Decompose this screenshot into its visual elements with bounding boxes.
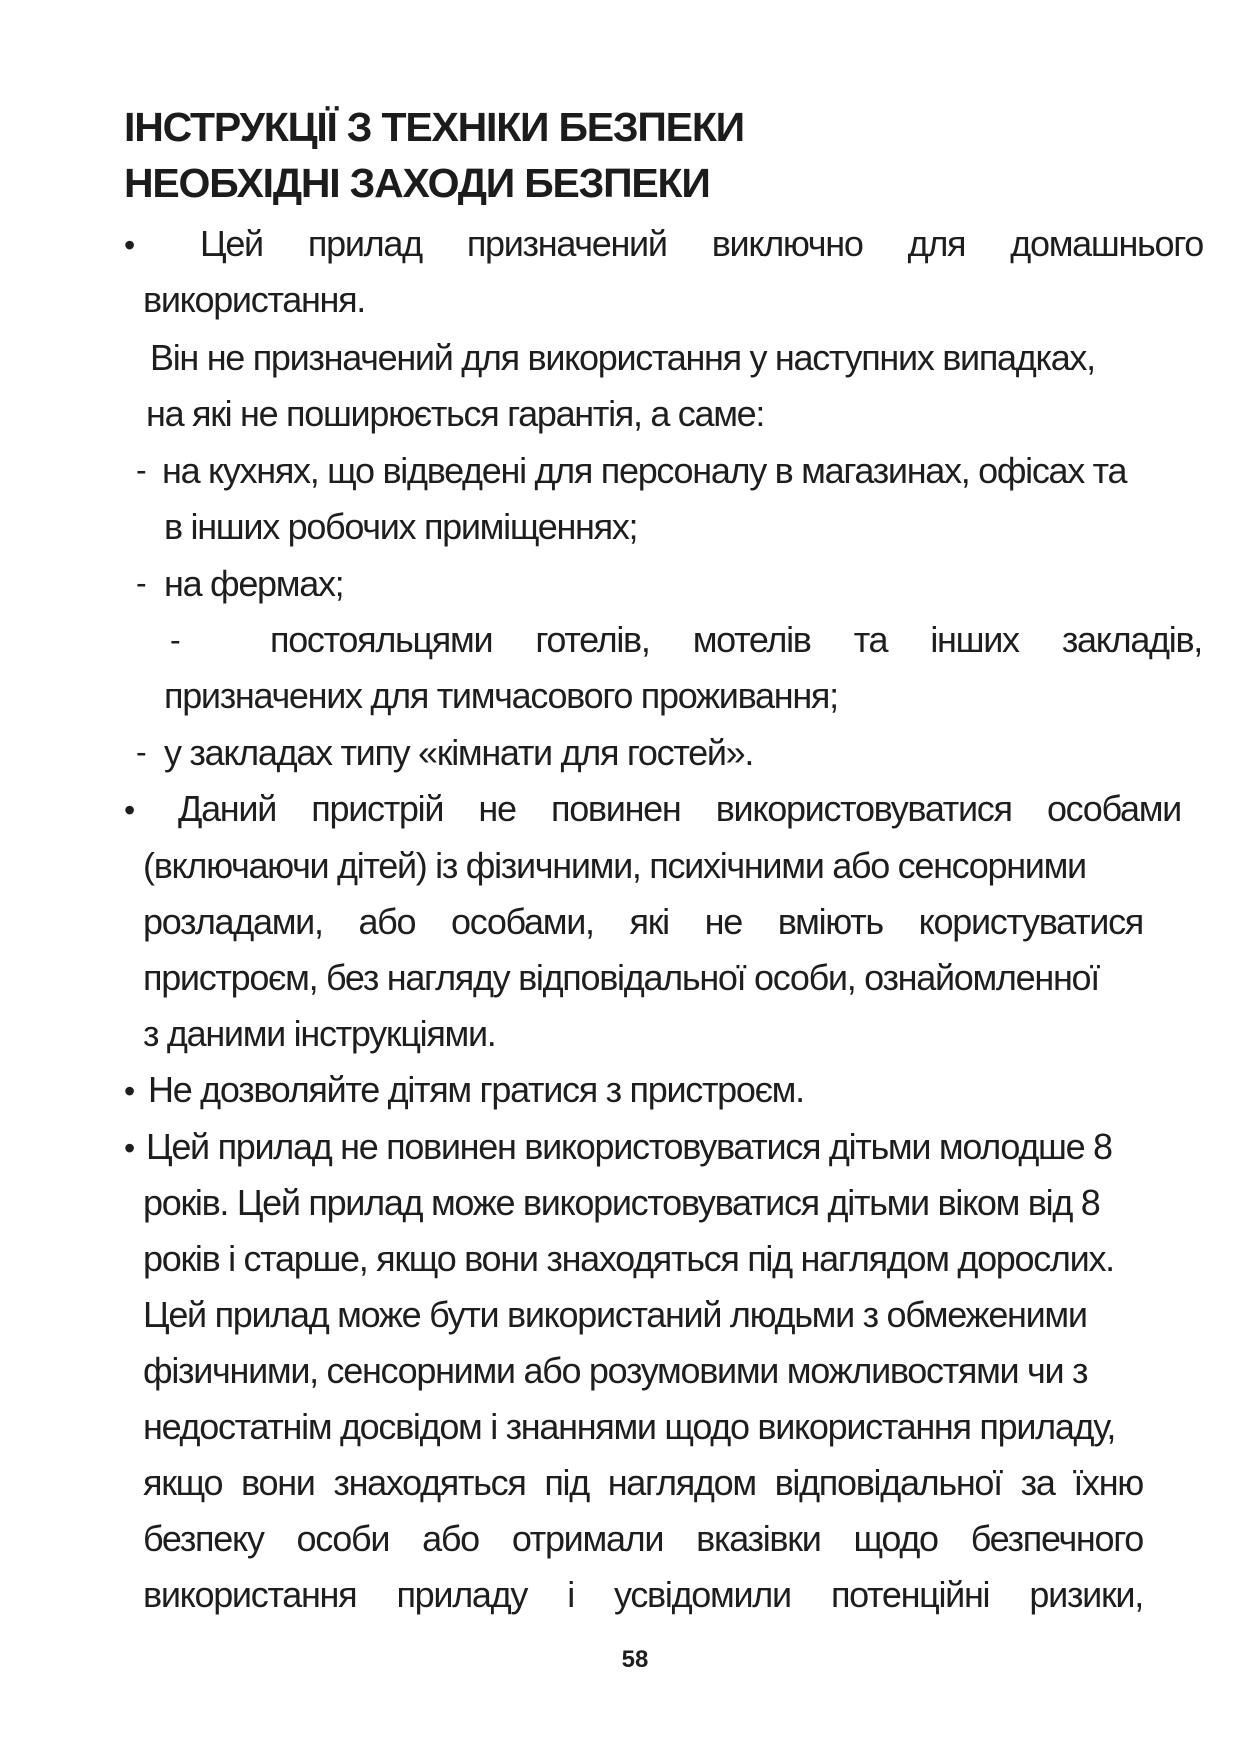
- section-subtitle: НЕОБХІДНІ ЗАХОДИ БЕЗПЕКИ: [124, 160, 710, 206]
- paragraph-1-line-1: [200, 222, 1203, 266]
- word: потенційні: [830, 1574, 990, 1615]
- section-title: ІНСТРУКЦІЇ З ТЕХНІКИ БЕЗПЕКИ: [124, 104, 744, 150]
- paragraph-4-line-4: Цей прилад може бути використаний людьми з обмеженими: [143, 1294, 1087, 1335]
- word: за: [1020, 1462, 1055, 1503]
- word: для: [907, 223, 966, 264]
- word: розладами,: [143, 901, 323, 942]
- sublist-item-3-line-1: [270, 618, 1202, 662]
- word: щодо: [853, 1518, 938, 1559]
- paragraph-4-line-1: Цей прилад не повинен використовуватися дітьми молодше 8: [146, 1126, 1112, 1167]
- paragraph-2-line-4: пристроєм, без нагляду відповідальної особи, ознайомленної: [143, 957, 1099, 998]
- paragraph-4-line-7: [143, 1461, 1143, 1505]
- paragraph-2-line-1: [178, 787, 1181, 831]
- paragraph-4-line-2: років. Цей прилад може використовуватися дітьми віком від 8: [143, 1182, 1100, 1223]
- paragraph-2-line-2: (включаючи дітей) із фізичними, психічними або сенсорними: [143, 845, 1086, 886]
- word: і: [567, 1574, 574, 1615]
- word: не: [704, 901, 742, 942]
- word: повинен: [551, 788, 681, 829]
- word: прилад: [307, 223, 422, 264]
- word: знаходяться: [333, 1462, 526, 1503]
- word: усвідомили: [614, 1574, 791, 1615]
- sublist-item-1-line-1: на кухнях, що відведені для персоналу в магазинах, офісах та: [162, 450, 1127, 491]
- paragraph-2-line-5: з даними інструкціями.: [143, 1013, 496, 1054]
- dash-marker: -: [170, 622, 181, 658]
- word: під: [544, 1462, 589, 1503]
- word: та: [853, 619, 888, 660]
- word: виключно: [711, 223, 863, 264]
- word: ризики,: [1029, 1574, 1143, 1615]
- paragraph-4-line-6: недостатнім досвідом і знаннями щодо використання приладу,: [143, 1406, 1116, 1447]
- word: використовуватися: [715, 788, 1012, 829]
- word: вони: [241, 1462, 315, 1503]
- dash-marker: -: [136, 734, 147, 770]
- paragraph-1-line-3: Він не призначений для використання у наступних випадках,: [150, 337, 1095, 378]
- sublist-item-4: у закладах типу «кімнати для гостей».: [164, 732, 754, 773]
- word: не: [478, 788, 516, 829]
- word: вміють: [777, 901, 883, 942]
- paragraph-3-line-1: Не дозволяйте дітям гратися з пристроєм.: [148, 1069, 804, 1110]
- word: або: [422, 1518, 479, 1559]
- paragraph-4-line-5: фізичними, сенсорними або розумовими можливостями чи з: [143, 1350, 1088, 1391]
- paragraph-4-line-8: [143, 1517, 1143, 1561]
- word: готелів,: [535, 619, 650, 660]
- word: призначений: [466, 223, 667, 264]
- paragraph-4-line-9: [143, 1573, 1143, 1617]
- word: безпеку: [143, 1518, 264, 1559]
- word: особами: [1046, 788, 1181, 829]
- word: використання: [143, 1574, 357, 1615]
- paragraph-4-line-3: років і старше, якщо вони знаходяться під наглядом дорослих.: [143, 1238, 1114, 1279]
- word: інших: [930, 619, 1019, 660]
- word: якщо: [143, 1462, 223, 1503]
- word: які: [629, 901, 669, 942]
- dash-marker: -: [136, 452, 147, 488]
- word: або: [358, 901, 416, 942]
- sublist-item-3-line-2: призначених для тимчасового проживання;: [164, 675, 838, 716]
- sublist-item-1-line-2: в інших робочих приміщеннях;: [164, 506, 638, 547]
- word: безпечного: [970, 1518, 1143, 1559]
- page-number: 58: [621, 1646, 649, 1673]
- word: пристрій: [311, 788, 444, 829]
- bullet-marker: •: [124, 792, 136, 828]
- word: Цей: [200, 223, 263, 264]
- word: мотелів: [692, 619, 811, 660]
- paragraph-1-line-2: використання.: [143, 279, 366, 320]
- bullet-marker: •: [124, 1073, 136, 1109]
- word: домашнього: [1010, 223, 1203, 264]
- word: їхню: [1073, 1462, 1143, 1503]
- word: приладу: [396, 1574, 528, 1615]
- word: постояльцями: [270, 619, 493, 660]
- dash-marker: -: [136, 565, 147, 601]
- word: Даний: [178, 788, 277, 829]
- bullet-marker: •: [124, 227, 136, 263]
- word: закладів,: [1061, 619, 1202, 660]
- sublist-item-2: на фермах;: [164, 563, 344, 604]
- word: відповідальної: [774, 1462, 1002, 1503]
- word: користуватися: [918, 901, 1143, 942]
- word: особи: [296, 1518, 390, 1559]
- bullet-marker: •: [124, 1130, 136, 1166]
- paragraph-1-line-4: на які не поширюється гарантія, а саме:: [146, 393, 765, 434]
- word: отримали: [511, 1518, 664, 1559]
- word: особами,: [451, 901, 594, 942]
- word: наглядом: [607, 1462, 756, 1503]
- word: вказівки: [696, 1518, 821, 1559]
- paragraph-2-line-3: [143, 900, 1143, 944]
